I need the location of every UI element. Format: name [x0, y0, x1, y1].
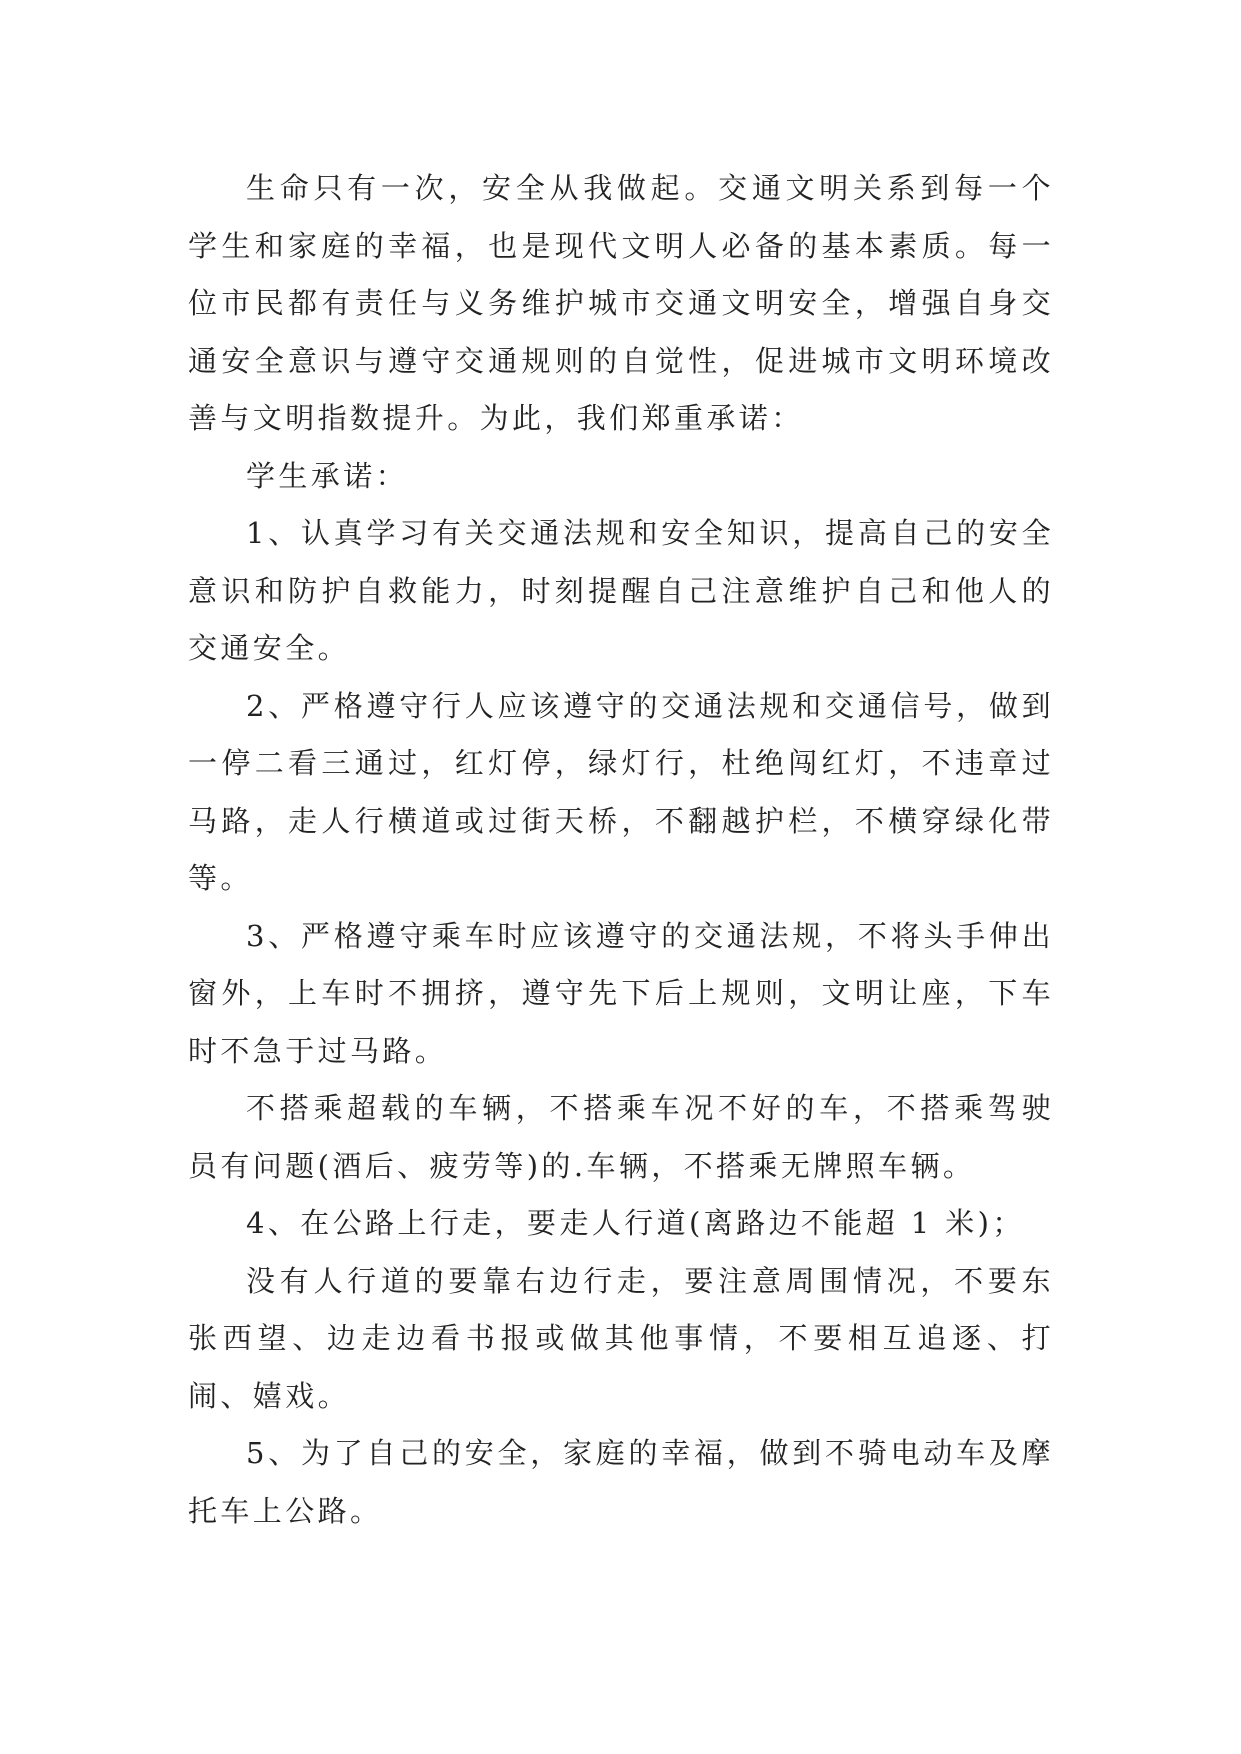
pledge-item-4: 4、在公路上行走，要走人行道(离路边不能超 1 米)； — [246, 1206, 1025, 1240]
pledge-item-1: 1、认真学习有关交通法规和安全知识，提高自己的安全意识和防护自救能力，时刻提醒自己注意维护自己和他人的交通安全。 — [188, 516, 1054, 665]
pledge-item-2: 2、严格遵守行人应该遵守的交通法规和交通信号，做到一停二看三通过，红灯停，绿灯行，杜绝闯红灯，不违章过马路，走人行横道或过街天桥，不翻越护栏，不横穿绿化带等。 — [188, 688, 1054, 895]
pledge-item-4-continued: 没有人行道的要靠右边行走，要注意周围情况，不要东张西望、边走边看书报或做其他事情，不要相互追逐、打闹、嬉戏。 — [188, 1263, 1054, 1413]
pledge-item-3-continued: 不搭乘超载的车辆，不搭乘车况不好的车，不搭乘驾驶员有问题(酒后、疲劳等)的.车辆，不搭乘无牌照车辆。 — [188, 1091, 1054, 1183]
pledge-item-5: 5、为了自己的安全，家庭的幸福，做到不骑电动车及摩托车上公路。 — [188, 1436, 1054, 1528]
pledge-item-3: 3、严格遵守乘车时应该遵守的交通法规，不将头手伸出窗外，上车时不拥挤，遵守先下后上规则，文明让座，下车时不急于过马路。 — [188, 918, 1054, 1068]
document-body — [188, 160, 1054, 1540]
student-pledge-heading: 学生承诺： — [246, 458, 409, 493]
intro-paragraph: 生命只有一次，安全从我做起。交通文明关系到每一个学生和家庭的幸福，也是现代文明人必备的基本素质。每一位市民都有责任与义务维护城市交通文明安全，增强自身交通安全意识与遵守交通规则的自觉性，促进城市文明环境改善与文明指数提升。为此，我们郑重承诺： — [188, 171, 1054, 435]
